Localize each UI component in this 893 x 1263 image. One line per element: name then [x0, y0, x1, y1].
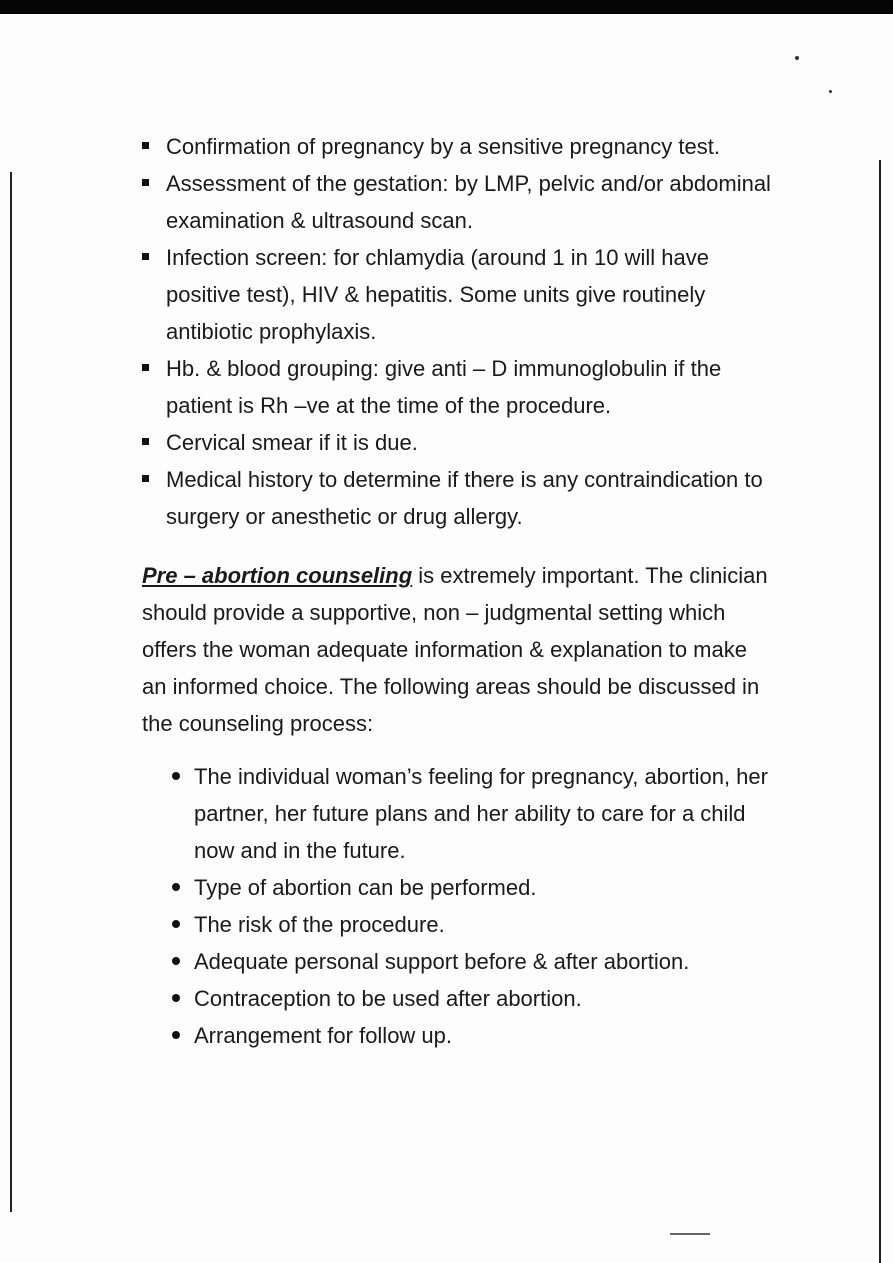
list-item-text: Assessment of the gestation: by LMP, pelvic and/or abdominal examination & ultrasound scan. [166, 171, 771, 233]
list-item [142, 239, 772, 350]
list-item [170, 906, 772, 943]
list-item-text: Type of abortion can be performed. [194, 875, 537, 900]
list-item-text: Confirmation of pregnancy by a sensitive pregnancy test. [166, 134, 720, 159]
list-item-text: Hb. & blood grouping: give anti – D immunoglobulin if the patient is Rh –ve at the time of the procedure. [166, 356, 722, 418]
list-item-text: Infection screen: for chlamydia (around 1 in 10 will have positive test), HIV & hepatitis. Some units give routinely antibiotic prophylaxis. [166, 245, 709, 344]
list-item-text: The individual woman’s feeling for pregnancy, abortion, her partner, her future plans and her ability to care for a child now and in the future. [194, 764, 768, 863]
footer-mark [670, 1233, 710, 1235]
round-bullet-icon [172, 957, 180, 965]
round-bullet-icon [172, 994, 180, 1002]
scan-speck [829, 90, 832, 93]
scan-left-edge [10, 172, 12, 1212]
counseling-paragraph [142, 557, 772, 742]
list-item [170, 943, 772, 980]
round-bullet-icon [172, 1031, 180, 1039]
list-item [142, 128, 772, 165]
list-item [170, 1017, 772, 1054]
square-bullet-icon [142, 179, 149, 186]
list-item [142, 350, 772, 424]
round-bullet-icon [172, 920, 180, 928]
list-item [142, 165, 772, 239]
round-bullet-icon [172, 883, 180, 891]
list-item [170, 869, 772, 906]
square-bullet-icon [142, 253, 149, 260]
counseling-heading: Pre – abortion counseling [142, 563, 413, 588]
list-item-text: Medical history to determine if there is any contraindication to surgery or anesthetic or drug allergy. [166, 467, 763, 529]
list-item-text: Contraception to be used after abortion. [194, 986, 582, 1011]
square-bullet-icon [142, 438, 149, 445]
square-bullet-icon [142, 364, 149, 371]
scan-right-edge [879, 160, 881, 1263]
counseling-body: is extremely important. The clinician should provide a supportive, non – judgmental setting which offers the woman adequate information & explanation to make an informed choice. The following areas should be discussed in the counseling process: [142, 563, 768, 736]
pre-abortion-assessment-list [142, 128, 772, 535]
list-item [170, 758, 772, 869]
document-body [142, 128, 772, 1054]
square-bullet-icon [142, 142, 149, 149]
scan-speck [795, 56, 799, 60]
list-item-text: The risk of the procedure. [194, 912, 445, 937]
counseling-topics-list [142, 758, 772, 1054]
round-bullet-icon [172, 772, 180, 780]
list-item-text: Arrangement for follow up. [194, 1023, 453, 1048]
scan-top-edge [0, 0, 893, 14]
square-bullet-icon [142, 475, 149, 482]
list-item [170, 980, 772, 1017]
list-item-text: Adequate personal support before & after abortion. [194, 949, 690, 974]
list-item-text: Cervical smear if it is due. [166, 430, 418, 455]
list-item [142, 461, 772, 535]
list-item [142, 424, 772, 461]
